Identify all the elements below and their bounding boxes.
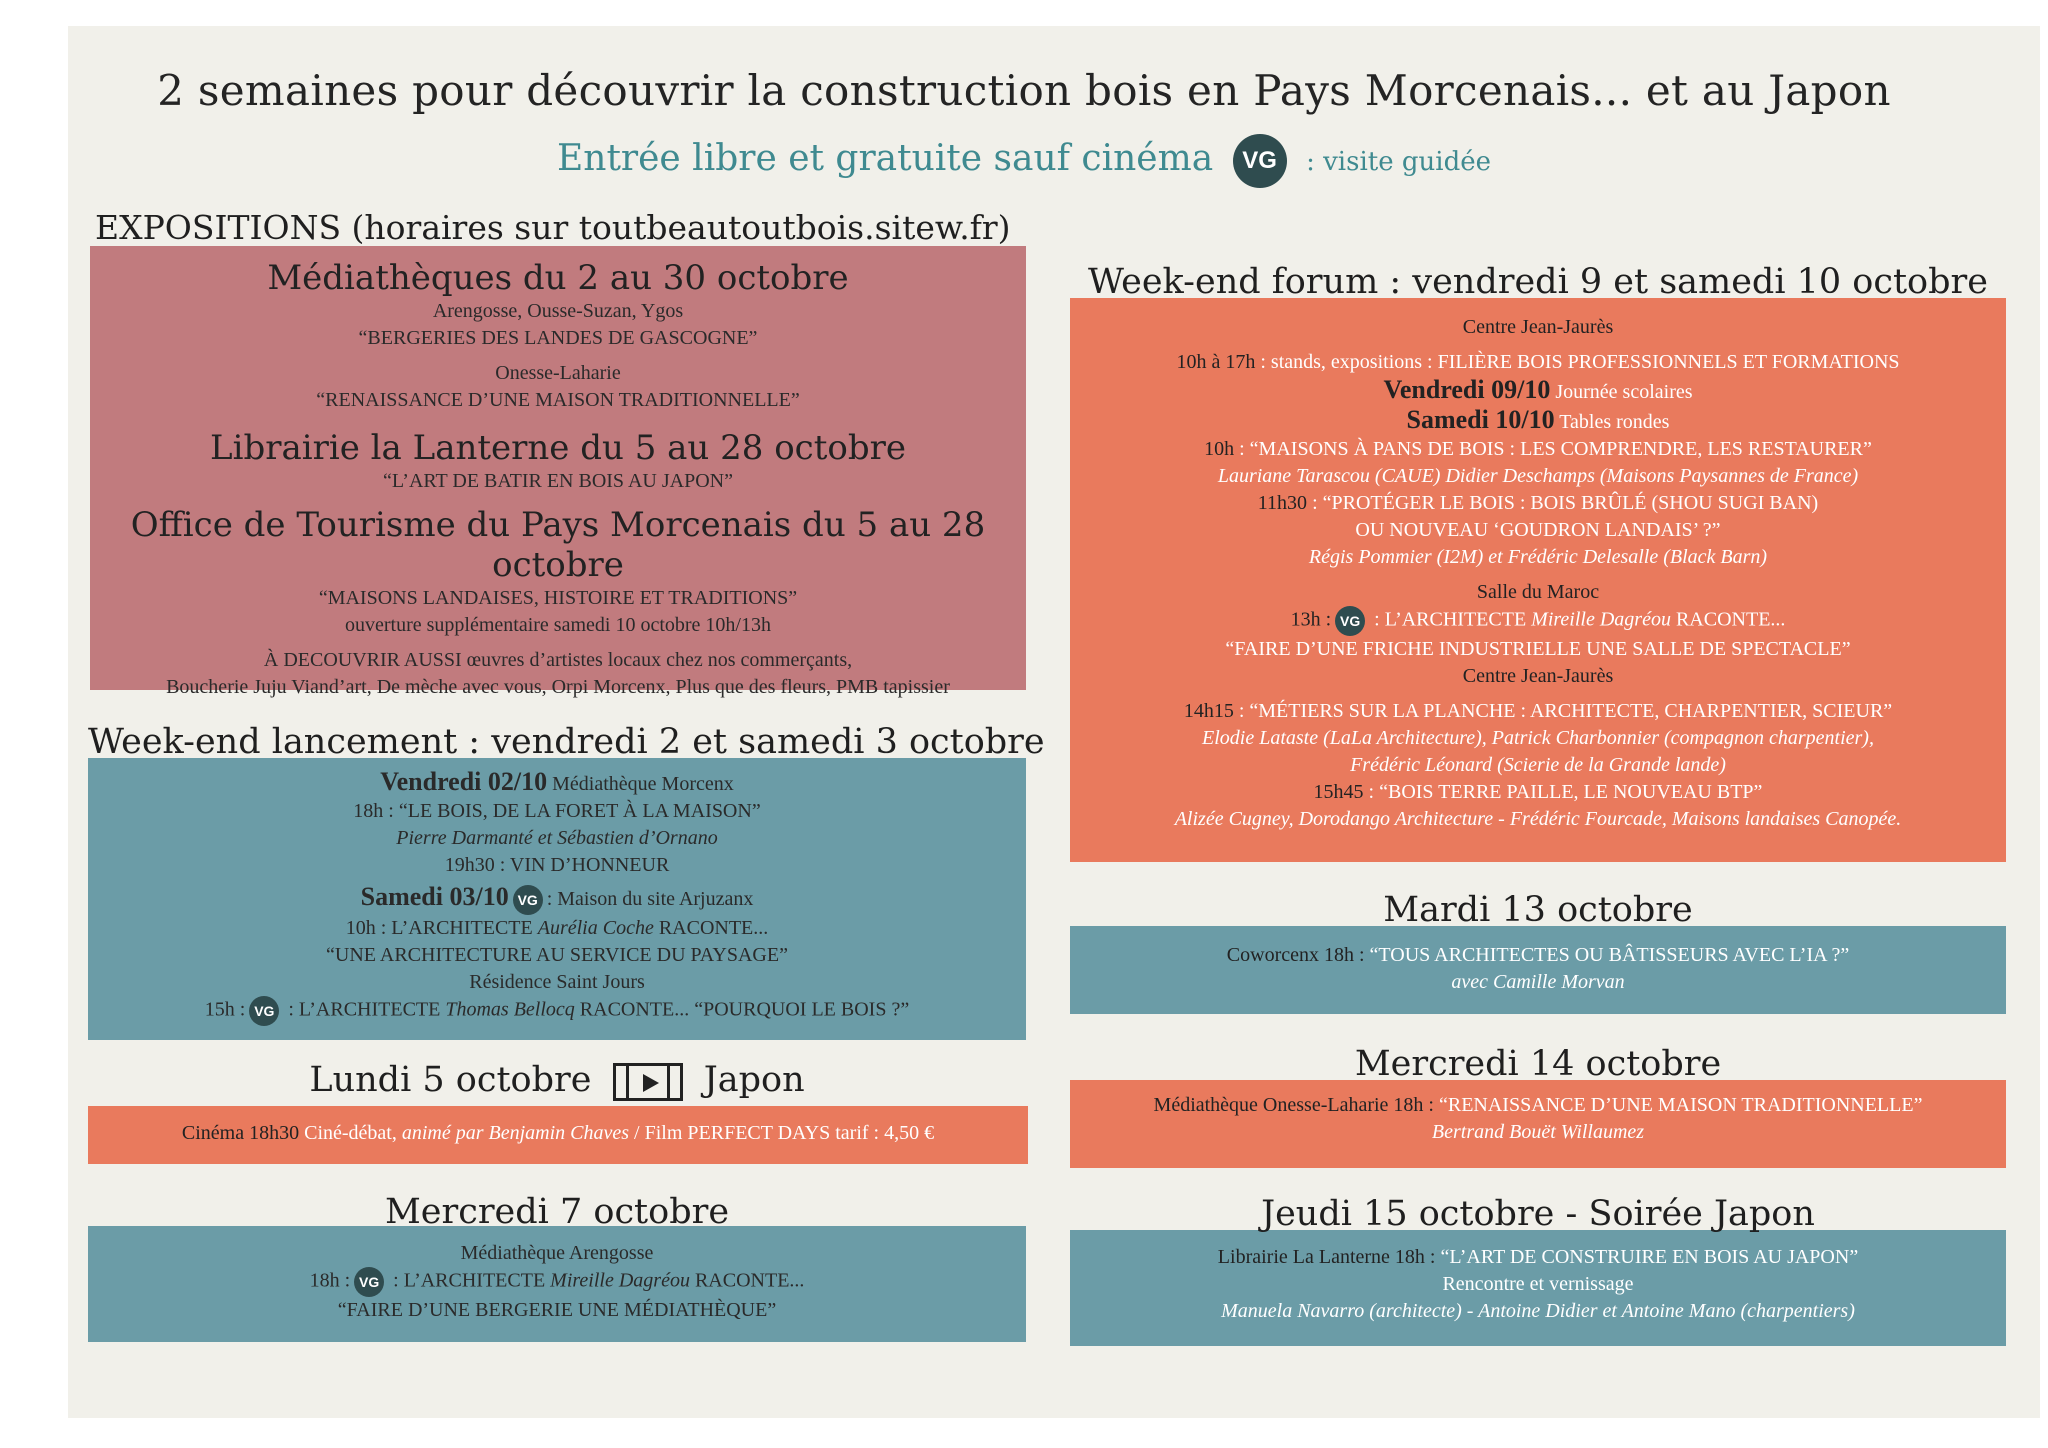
jeudi15-title: “L’ART DE CONSTRUIRE EN BOIS AU JAPON” bbox=[1435, 1246, 1859, 1268]
mercredi14-with: Bertrand Bouët Willaumez bbox=[1431, 1121, 1645, 1143]
forum-t1130-speakers: Régis Pommier (I2M) et Frédéric Delesalle (Black Barn) bbox=[1308, 546, 1768, 568]
lancement-sat10-title: “UNE ARCHITECTURE AU SERVICE DU PAYSAGE” bbox=[326, 944, 788, 967]
mercredi7-b: RACONTE... bbox=[689, 1269, 805, 1292]
lancement-fri-time: 18h bbox=[353, 800, 384, 822]
expositions-box bbox=[90, 246, 1026, 698]
lancement-box bbox=[88, 758, 1026, 1040]
forum-sat-day: Samedi 10/10 bbox=[1406, 405, 1555, 434]
lancement-sat15-time: 15h : bbox=[204, 999, 246, 1021]
lundi-box bbox=[88, 1106, 1028, 1164]
jeudi15-sub: Rencontre et vernissage bbox=[1442, 1273, 1634, 1295]
forum-t1415-time: 14h15 bbox=[1183, 700, 1234, 722]
mercredi7-time: 18h : bbox=[309, 1269, 351, 1292]
lancement-sat10-b: RACONTE... bbox=[653, 917, 769, 940]
page-title: 2 semaines pour découvrir la construction bois en Pays Morcenais... et au Japon bbox=[157, 66, 1891, 115]
forum-t1130-text: : “PROTÉGER LE BOIS : BOIS BRÛLÉ (SHOU SUGI BAN) bbox=[1307, 492, 1819, 514]
forum-sat-text: Tables rondes bbox=[1554, 411, 1670, 433]
vg-badge-icon: VG bbox=[249, 996, 279, 1026]
vg-badge-icon: VG bbox=[513, 885, 543, 915]
mercredi7-a: : L’ARCHITECTE bbox=[388, 1269, 551, 1292]
mediatheques-places: Arengosse, Ousse-Suzan, Ygos bbox=[432, 300, 684, 322]
mediatheques-expo: “BERGERIES DES LANDES DE GASCOGNE” bbox=[358, 327, 758, 349]
mediatheques-title: Médiathèques du 2 au 30 octobre bbox=[267, 258, 849, 298]
forum-t13-time: 13h : bbox=[1290, 608, 1332, 631]
mercredi7-place: Médiathèque Arengosse bbox=[460, 1242, 654, 1264]
page-subtitle bbox=[0, 134, 2048, 188]
forum-t13-title: “FAIRE D’UNE FRICHE INDUSTRIELLE UNE SALLE DE SPECTACLE” bbox=[1225, 638, 1851, 660]
lancement-sat15-a: : L’ARCHITECTE bbox=[283, 999, 446, 1021]
also-line-2: Boucherie Juju Viand’art, De mèche avec vous, Orpi Morcenx, Plus que des fleurs, PMB tapissier bbox=[166, 676, 950, 698]
forum-stands-time: 10h à 17h bbox=[1176, 351, 1256, 373]
onesse-expo: “RENAISSANCE D’UNE MAISON TRADITIONNELLE” bbox=[316, 389, 800, 411]
mardi13-box bbox=[1070, 926, 2006, 1014]
jeudi15-place: Librairie La Lanterne 18h : bbox=[1217, 1246, 1436, 1268]
forum-stands-text: : stands, expositions : FILIÈRE BOIS PROFESSIONNELS ET FORMATIONS bbox=[1255, 351, 1900, 373]
mercredi14-heading: Mercredi 14 octobre bbox=[1354, 1044, 1722, 1084]
mardi13-title: “TOUS ARCHITECTES OU BÂTISSEURS AVEC L’IA ?” bbox=[1364, 944, 1850, 966]
mercredi14-title: “RENAISSANCE D’UNE MAISON TRADITIONNELLE” bbox=[1433, 1094, 1923, 1116]
forum-heading: Week-end forum : vendredi 9 et samedi 10 octobre bbox=[1088, 262, 1988, 302]
forum-t1415-sp2: Frédéric Léonard (Scierie de la Grande lande) bbox=[1350, 754, 1726, 776]
jeudi15-with: Manuela Navarro (architecte) - Antoine Didier et Antoine Mano (charpentiers) bbox=[1221, 1300, 1855, 1322]
lundi-heading bbox=[88, 1060, 1026, 1101]
office-title: Office de Tourisme du Pays Morcenais du 5 au 28 octobre bbox=[130, 505, 986, 585]
vg-badge-icon: VG bbox=[1233, 134, 1287, 188]
lancement-fri-speakers: Pierre Darmanté et Sébastien d’Ornano bbox=[396, 827, 718, 849]
forum-center2: Centre Jean-Jaurès bbox=[1462, 665, 1614, 687]
lancement-fri-day: Vendredi 02/10 bbox=[380, 767, 548, 796]
mercredi14-place: Médiathèque Onesse-Laharie 18h : bbox=[1153, 1094, 1434, 1116]
forum-t1545-text: : “BOIS TERRE PAILLE, LE NOUVEAU BTP” bbox=[1363, 781, 1763, 803]
jeudi15-heading: Jeudi 15 octobre - Soirée Japon bbox=[1261, 1194, 1815, 1234]
forum-t1130-time: 11h30 bbox=[1257, 492, 1308, 514]
subtitle-text: Entrée libre et gratuite sauf cinéma bbox=[556, 138, 1214, 179]
jeudi15-box bbox=[1070, 1230, 2006, 1346]
mardi13-with: avec Camille Morvan bbox=[1451, 971, 1625, 993]
lancement-sat15-name: Thomas Bellocq bbox=[445, 999, 575, 1021]
expositions-heading: EXPOSITIONS (horaires sur toutbeautoutbois.sitew.fr) bbox=[95, 208, 1011, 247]
lundi-cinema: Cinéma 18h30 bbox=[181, 1122, 300, 1144]
lancement-sat-day: Samedi 03/10 bbox=[360, 882, 509, 911]
office-hours: ouverture supplémentaire samedi 10 octobre 10h/13h bbox=[345, 614, 771, 636]
forum-t1545-time: 15h45 bbox=[1313, 781, 1364, 803]
mercredi7-title: “FAIRE D’UNE BERGERIE UNE MÉDIATHÈQUE” bbox=[337, 1299, 777, 1321]
forum-t10-time: 10h bbox=[1204, 438, 1235, 460]
forum-t10-text: : “MAISONS À PANS DE BOIS : LES COMPRENDRE, LES RESTAURER” bbox=[1234, 438, 1872, 460]
forum-t10-speakers: Lauriane Tarascou (CAUE) Didier Deschamps (Maisons Paysannes de France) bbox=[1217, 465, 1859, 487]
forum-box bbox=[1070, 298, 2006, 862]
lundi-heading-a: Lundi 5 octobre bbox=[309, 1060, 592, 1100]
librairie-expo: “L’ART DE BATIR EN BOIS AU JAPON” bbox=[383, 470, 733, 492]
also-line-1: À DECOUVRIR AUSSI œuvres d’artistes locaux chez nos commerçants, bbox=[263, 649, 853, 671]
mardi13-heading: Mardi 13 octobre bbox=[1383, 890, 1693, 930]
forum-center1: Centre Jean-Jaurès bbox=[1462, 316, 1614, 338]
mardi13-place: Coworcenx 18h : bbox=[1226, 944, 1365, 966]
office-expo: “MAISONS LANDAISES, HISTOIRE ET TRADITIONS” bbox=[318, 587, 798, 609]
librairie-title: Librairie la Lanterne du 5 au 28 octobre bbox=[210, 428, 906, 468]
forum-t1415-sp1: Elodie Lataste (LaLa Architecture), Patrick Charbonnier (compagnon charpentier), bbox=[1202, 727, 1874, 749]
forum-fri-text: Journée scolaires bbox=[1550, 381, 1693, 403]
forum-t1545-speakers: Alizée Cugney, Dorodango Architecture - Frédéric Fourcade, Maisons landaises Canopée. bbox=[1174, 808, 1902, 830]
forum-t13-a: : L’ARCHITECTE bbox=[1369, 608, 1532, 631]
vg-badge-icon: VG bbox=[354, 1267, 384, 1297]
forum-salle: Salle du Maroc bbox=[1476, 581, 1600, 603]
lancement-heading: Week-end lancement : vendredi 2 et samedi 3 octobre bbox=[88, 722, 1045, 762]
forum-t1130-text2: OU NOUVEAU ‘GOUDRON LANDAIS’ ?” bbox=[1355, 519, 1721, 541]
lundi-anime: animé par Benjamin Chaves bbox=[401, 1122, 630, 1144]
lancement-sat15-b: RACONTE... “POURQUOI LE BOIS ?” bbox=[574, 999, 910, 1021]
onesse-place: Onesse-Laharie bbox=[495, 362, 621, 384]
vg-badge-icon: VG bbox=[1335, 606, 1365, 636]
lancement-sat-place: : Maison du site Arjuzanx bbox=[546, 888, 754, 910]
lancement-fri-place: Médiathèque Morcenx bbox=[547, 773, 734, 795]
lancement-sat10-a: 10h : L’ARCHITECTE bbox=[345, 917, 538, 940]
lancement-fri-talk: : “LE BOIS, DE LA FORET À LA MAISON” bbox=[383, 800, 761, 822]
lancement-fri-wine: 19h30 : VIN D’HONNEUR bbox=[444, 854, 670, 876]
film-icon bbox=[613, 1063, 683, 1101]
mercredi7-heading: Mercredi 7 octobre bbox=[384, 1192, 730, 1232]
mercredi14-box bbox=[1070, 1080, 2006, 1168]
forum-t1415-text: : “MÉTIERS SUR LA PLANCHE : ARCHITECTE, CHARPENTIER, SCIEUR” bbox=[1233, 700, 1893, 722]
vg-legend: : visite guidée bbox=[1306, 147, 1492, 177]
lundi-heading-b: Japon bbox=[703, 1060, 805, 1100]
forum-t13-name: Mireille Dagréou bbox=[1531, 608, 1671, 631]
mercredi7-name: Mireille Dagréou bbox=[550, 1269, 690, 1292]
lundi-debat: Ciné-débat, bbox=[299, 1122, 402, 1144]
mercredi7-box bbox=[88, 1226, 1026, 1342]
forum-fri-day: Vendredi 09/10 bbox=[1383, 375, 1551, 404]
lancement-sat-place2: Résidence Saint Jours bbox=[469, 971, 645, 994]
forum-t13-b: RACONTE... bbox=[1670, 608, 1786, 631]
lundi-film: / Film PERFECT DAYS tarif : 4,50 € bbox=[629, 1122, 935, 1144]
lancement-sat10-name: Aurélia Coche bbox=[537, 917, 654, 940]
